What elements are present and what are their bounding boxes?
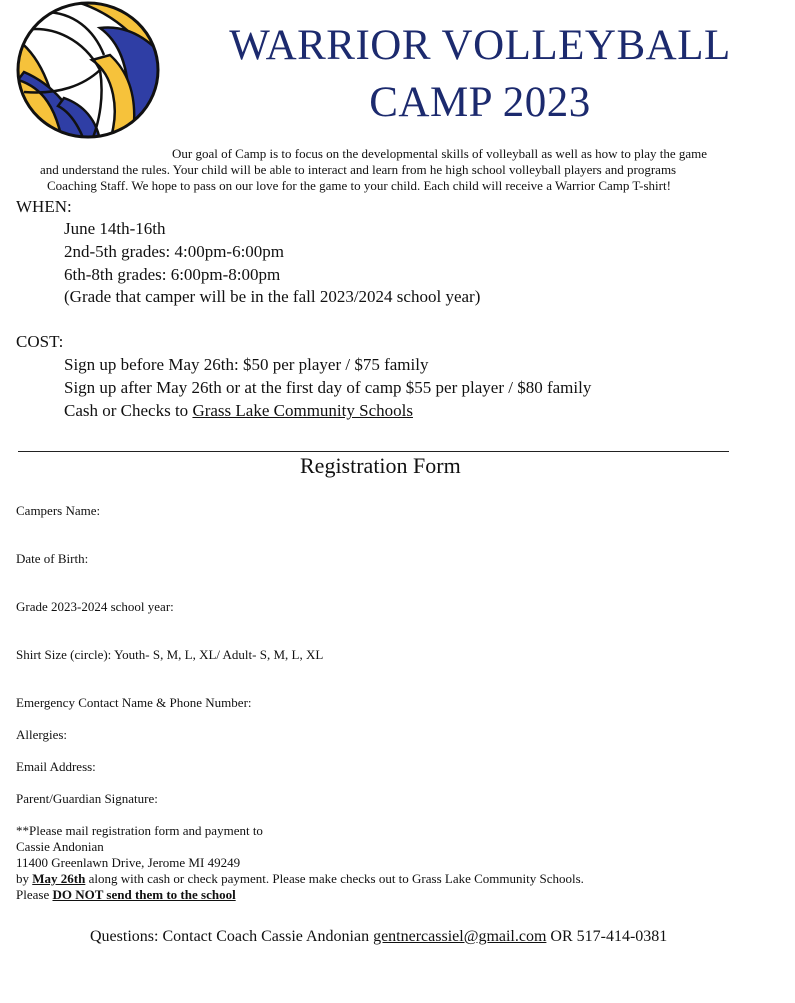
- cost-heading: COST:: [16, 332, 64, 351]
- contact-suffix: OR 517-414-0381: [546, 928, 668, 945]
- mail-warning: DO NOT send them to the school: [52, 887, 236, 902]
- field-signature: Parent/Guardian Signature:: [16, 791, 158, 806]
- intro-line-1: Our goal of Camp is to focus on the developmental skills of volleyball as well as how to play the game: [172, 146, 708, 161]
- cost-late: Sign up after May 26th or at the first day of camp $55 per player / $80 family: [64, 378, 592, 397]
- mail-line-4-rest: along with cash or check payment. Please make checks out to Grass Lake Community Schools.: [85, 871, 584, 886]
- mail-line-5-prefix: Please: [16, 887, 53, 902]
- intro-line-2: and understand the rules. Your child will be able to interact and learn from he high school volleyball players and programs: [40, 162, 677, 177]
- when-note: (Grade that camper will be in the fall 2023/2024 school year): [64, 287, 481, 306]
- contact-prefix: Questions: Contact Coach Cassie Andonian: [90, 928, 374, 945]
- cost-payment-prefix: Cash or Checks to: [64, 401, 193, 420]
- contact-email-link[interactable]: gentnercassiel@gmail.com: [373, 928, 547, 945]
- intro-line-3: Coaching Staff. We hope to pass on our love for the game to your child. Each child will receive a Warrior Camp T-shirt!: [47, 178, 671, 193]
- mail-line-4-prefix: by: [16, 871, 33, 886]
- field-shirt-size: Shirt Size (circle): Youth- S, M, L, XL/ Adult- S, M, L, XL: [16, 647, 324, 662]
- when-heading: WHEN:: [16, 197, 72, 216]
- mail-line-5: [16, 888, 236, 901]
- mail-deadline: May 26th: [32, 871, 86, 886]
- registration-form-title: Registration Form: [300, 453, 461, 478]
- mail-line-2: Cassie Andonian: [16, 839, 104, 854]
- volleyball-icon: [14, 0, 162, 140]
- when-dates: June 14th-16th: [64, 219, 166, 238]
- field-email: Email Address:: [16, 759, 96, 774]
- field-grade: Grade 2023-2024 school year:: [16, 599, 174, 614]
- cost-payment-payee: Grass Lake Community Schools: [192, 401, 413, 420]
- title-line-1: WARRIOR VOLLEYBALL: [229, 22, 731, 69]
- title-line-2: CAMP 2023: [369, 79, 591, 126]
- contact-line: [90, 929, 667, 945]
- mail-line-1: **Please mail registration form and payment to: [16, 823, 263, 838]
- field-camper-name: Campers Name:: [16, 503, 101, 518]
- cost-payment: [64, 402, 413, 419]
- mail-line-3: 11400 Greenlawn Drive, Jerome MI 49249: [16, 855, 241, 870]
- field-emergency-contact: Emergency Contact Name & Phone Number:: [16, 695, 252, 710]
- mail-line-4: [16, 872, 584, 885]
- when-session-2: 6th-8th grades: 6:00pm-8:00pm: [64, 265, 281, 284]
- section-divider: [18, 451, 729, 452]
- field-date-of-birth: Date of Birth:: [16, 551, 89, 566]
- field-allergies: Allergies:: [16, 727, 68, 742]
- when-session-1: 2nd-5th grades: 4:00pm-6:00pm: [64, 242, 285, 261]
- cost-early: Sign up before May 26th: $50 per player / $75 family: [64, 355, 429, 374]
